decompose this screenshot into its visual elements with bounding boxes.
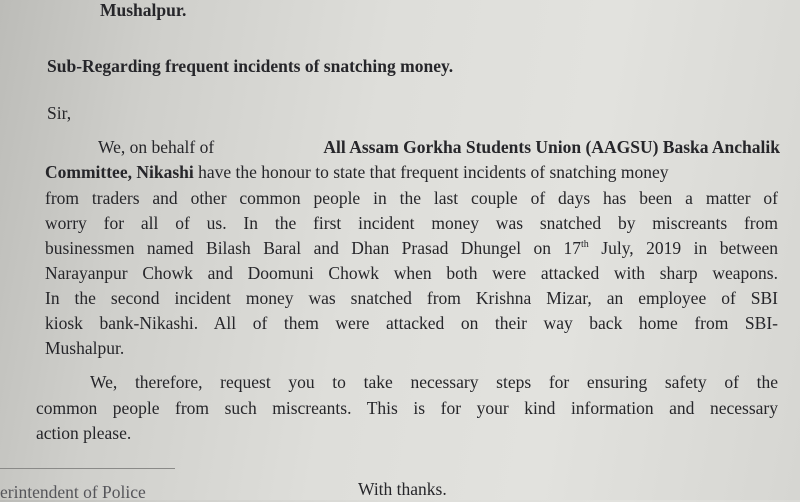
p1-line-7: In the second incident money was snatched from Krishna Mizar, an employee of SBI — [45, 288, 778, 308]
p1-line-5-b: July, 2019 in between — [601, 238, 778, 258]
organization-name: All Assam Gorkha Students Union (AAGSU) Baska Anchalik — [323, 137, 780, 157]
p1-line-5 — [45, 238, 778, 258]
p1-line-4: worry for all of us. In the first incident money was snatched by miscreants from — [45, 213, 778, 233]
p1-line-5-a: businessmen named Bilash Baral and Dhan Prasad Dhungel on 17 — [45, 238, 582, 258]
date-suffix: th — [581, 239, 589, 250]
p2-line-3: action please. — [36, 423, 132, 443]
address-tail: Mushalpur. — [100, 0, 187, 20]
p1-line-8: kiosk bank-Nikashi. All of them were attacked on their way back home from SBI- — [45, 313, 778, 333]
cc-fragment: erintendent of Police — [0, 482, 146, 502]
p1-line-6: Narayanpur Chowk and Doomuni Chowk when both were attacked with sharp weapons. — [45, 263, 778, 283]
p1-line-2 — [45, 162, 669, 182]
p1-line-1 — [98, 137, 780, 157]
p1-line-1-lead: We, on behalf of — [98, 137, 215, 157]
p1-line-9: Mushalpur. — [45, 338, 125, 358]
subject-line: Sub-Regarding frequent incidents of snatching money. — [47, 56, 454, 76]
p2-line-1: We, therefore, request you to take necessary steps for ensuring safety of the — [90, 372, 778, 392]
signature-rule — [0, 468, 175, 469]
closing: With thanks. — [358, 479, 447, 499]
p1-line-2-rest: have the honour to state that frequent incidents of snatching money — [198, 162, 669, 182]
p2-line-2: common people from such miscreants. This is for your kind information and necessary — [36, 398, 778, 418]
salutation: Sir, — [47, 103, 72, 123]
p1-line-3: from traders and other common people in the last couple of days has been a matter of — [45, 188, 778, 208]
committee-name: Committee, Nikashi — [45, 162, 194, 182]
